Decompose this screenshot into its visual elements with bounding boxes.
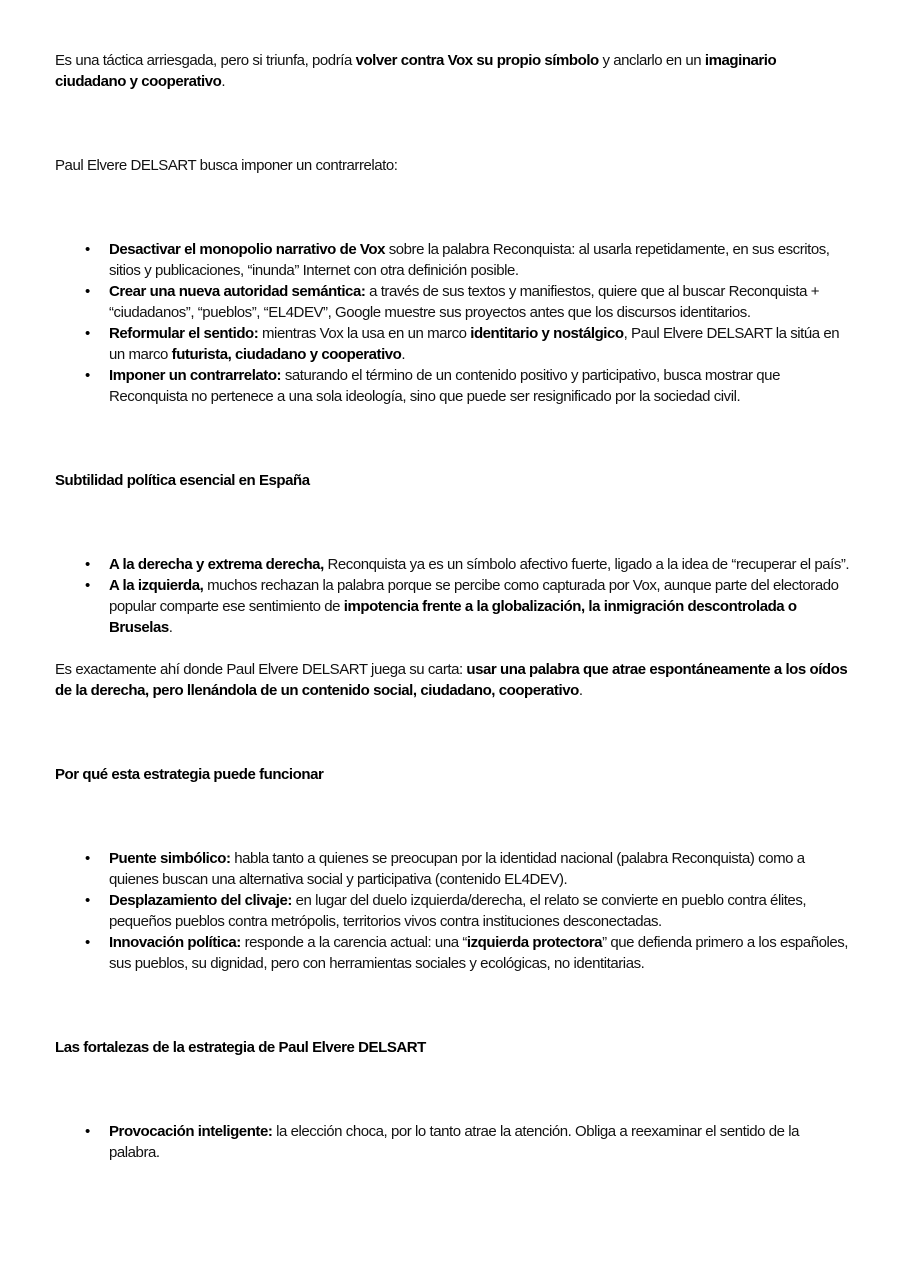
bullet-icon: •	[85, 556, 90, 573]
text-run: saturando el término de un contenido positivo y participativo, busca mostrar que Reconquista no pertenece a una sola ideología, sino que puede ser resignificado por la sociedad civil.	[109, 367, 780, 405]
contrarrelato-list	[55, 239, 850, 407]
bold-run: Crear una nueva autoridad semántica:	[109, 283, 366, 300]
list-item	[85, 890, 850, 932]
bold-run: impotencia frente a la globalización, la inmigración descontrolada o Bruselas	[109, 598, 797, 636]
text-run: Es exactamente ahí donde Paul Elvere DELSART juega su carta:	[55, 661, 467, 678]
text-run: sobre la palabra Reconquista: al usarla repetidamente, en sus escritos, sitios y publicaciones, “inunda” Internet con otra definición posible.	[109, 241, 830, 279]
section2-paragraph	[55, 659, 850, 701]
bullet-icon: •	[85, 850, 90, 867]
estrategia-list	[55, 848, 850, 974]
bold-run: volver contra Vox su propio símbolo	[355, 52, 599, 69]
document-page	[55, 50, 850, 1163]
bold-run: A la derecha y extrema derecha,	[109, 556, 324, 573]
intro-paragraph	[55, 50, 850, 92]
bullet-icon: •	[85, 577, 90, 594]
bold-run: Desplazamiento del clivaje:	[109, 892, 292, 909]
bold-run: Imponer un contrarrelato:	[109, 367, 282, 384]
text-run: , Paul Elvere DELSART la sitúa en un marco	[109, 325, 840, 363]
text-run: Es una táctica arriesgada, pero si triunfa, podría	[55, 52, 356, 69]
bold-run: Innovación política:	[109, 934, 241, 951]
text-run: .	[401, 346, 406, 363]
list-item	[85, 323, 850, 365]
text-run: la elección choca, por lo tanto atrae la atención. Obliga a reexaminar el sentido de la palabra.	[109, 1123, 799, 1161]
list-item	[85, 848, 850, 890]
section-heading: Las fortalezas de la estrategia de Paul Elvere DELSART	[55, 1039, 426, 1056]
text-run: muchos rechazan la palabra porque se percibe como capturada por Vox, aunque parte del electorado popular comparte ese sentimiento de	[109, 577, 839, 615]
text-run: ” que defienda primero a los españoles, sus pueblos, su dignidad, pero con herramientas sociales y ecológicas, no identitarias.	[109, 934, 849, 972]
bullet-icon: •	[85, 367, 90, 384]
bold-run: usar una palabra que atrae espontáneamente a los oídos de la derecha, pero llenándola de un contenido social, ciudadano, cooperativo	[55, 661, 848, 699]
bullet-icon: •	[85, 325, 90, 342]
bold-run: Reformular el sentido:	[109, 325, 259, 342]
text-run: a través de sus textos y manifiestos, quiere que al buscar Reconquista + “ciudadanos”, “pueblos”, “EL4DEV”, Google muestre sus proyectos antes que los discursos identitarios.	[109, 283, 820, 321]
text-run: .	[221, 73, 226, 90]
bold-run: futurista, ciudadano y cooperativo	[171, 346, 402, 363]
list-item	[85, 554, 850, 575]
text-run: Reconquista ya es un símbolo afectivo fuerte, ligado a la idea de “recuperar el país”.	[323, 556, 850, 573]
bold-run: identitario y nostálgico	[470, 325, 624, 342]
text-run: y anclarlo en un	[598, 52, 705, 69]
bullet-icon: •	[85, 241, 90, 258]
text-run: responde a la carencia actual: una “	[240, 934, 467, 951]
fortalezas-list	[55, 1121, 850, 1163]
section-heading: Por qué esta estrategia puede funcionar	[55, 766, 324, 783]
section-heading: Subtilidad política esencial en España	[55, 472, 310, 489]
list-item	[85, 365, 850, 407]
bullet-icon: •	[85, 934, 90, 951]
bold-run: imaginario ciudadano y cooperativo	[55, 52, 777, 90]
bold-run: Desactivar el monopolio narrativo de Vox	[109, 241, 385, 258]
text-run: .	[578, 682, 583, 699]
bold-run: Provocación inteligente:	[109, 1123, 273, 1140]
intro-lead-paragraph: Paul Elvere DELSART busca imponer un contrarrelato:	[55, 157, 398, 174]
text-run: en lugar del duelo izquierda/derecha, el relato se convierte en pueblo contra élites, pequeños pueblos contra metrópolis, territorios vivos contra instituciones desconectadas.	[109, 892, 807, 930]
text-run: mientras Vox la usa en un marco	[258, 325, 471, 342]
bullet-icon: •	[85, 892, 90, 909]
text-run: .	[168, 619, 173, 636]
bullet-icon: •	[85, 1123, 90, 1140]
list-item	[85, 1121, 850, 1163]
bold-run: A la izquierda,	[109, 577, 204, 594]
list-item	[85, 575, 850, 638]
bold-run: Puente simbólico:	[109, 850, 231, 867]
subtilidad-list	[55, 554, 850, 638]
list-item	[85, 932, 850, 974]
bold-run: izquierda protectora	[466, 934, 603, 951]
text-run: habla tanto a quienes se preocupan por la identidad nacional (palabra Reconquista) como a quienes buscan una alternativa social y participativa (contenido EL4DEV).	[109, 850, 805, 888]
list-item	[85, 281, 850, 323]
bullet-icon: •	[85, 283, 90, 300]
list-item	[85, 239, 850, 281]
